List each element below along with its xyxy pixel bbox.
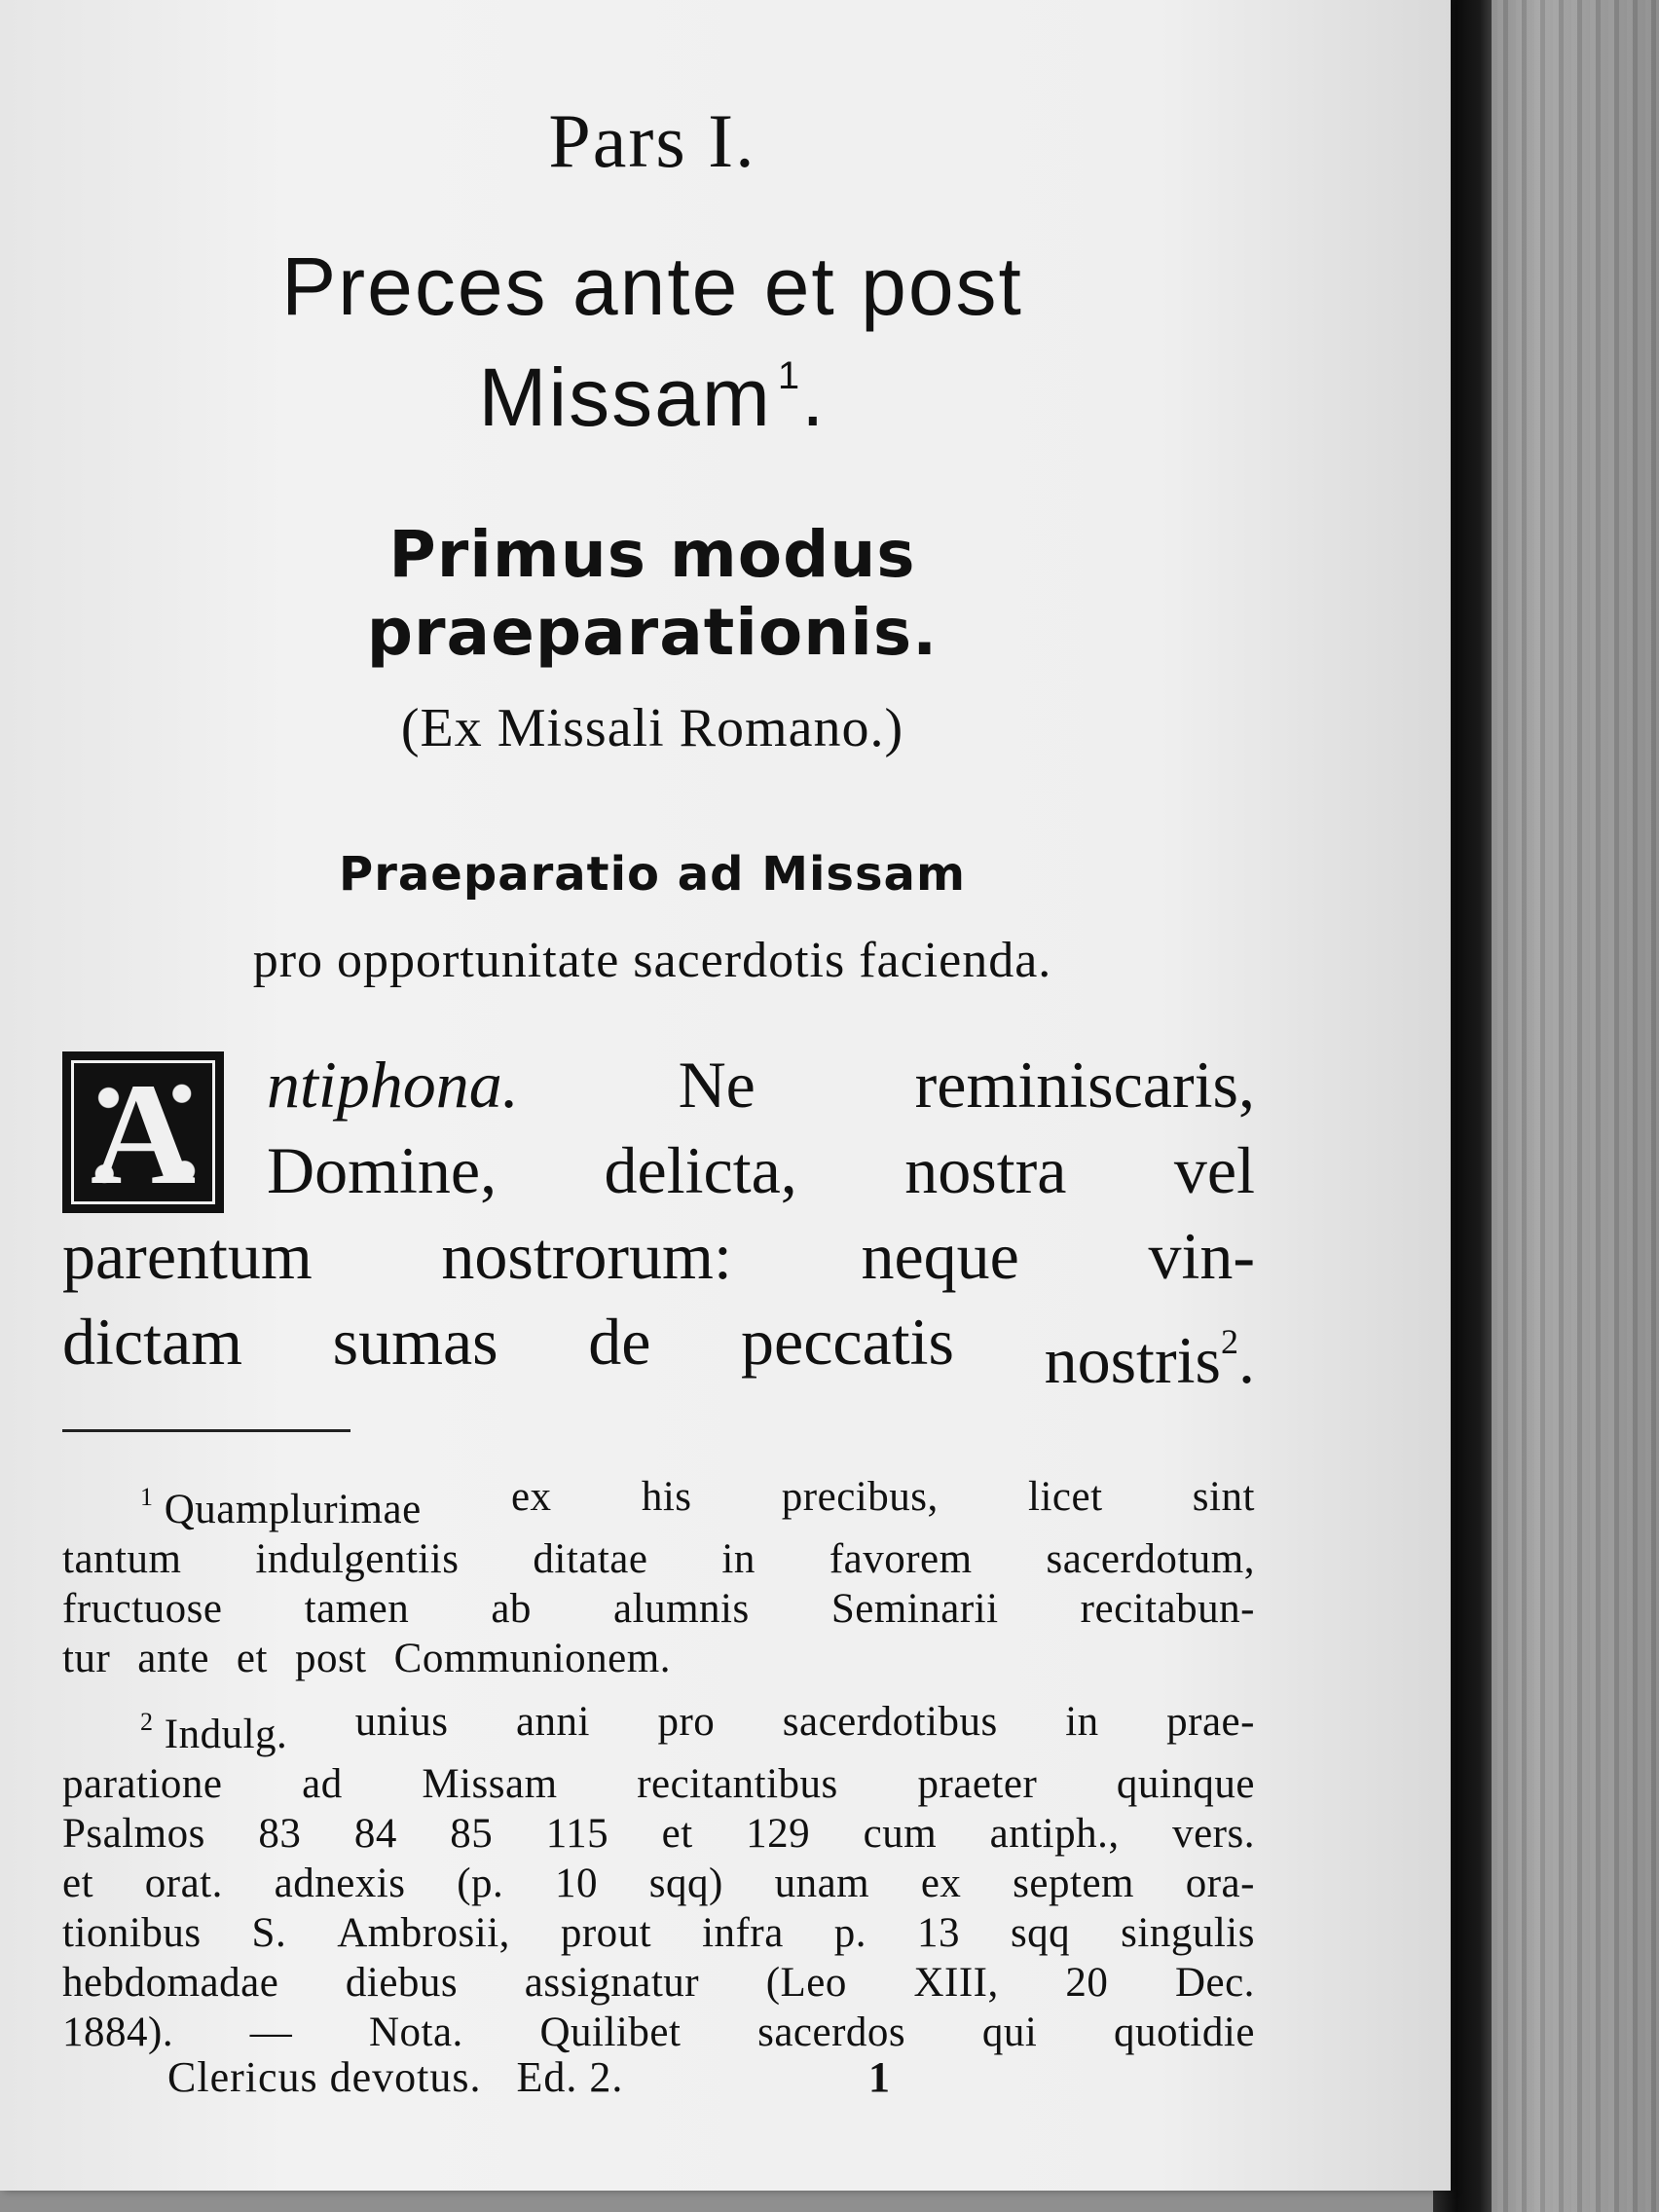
page-footer (167, 2052, 1044, 2102)
footnote-word (140, 1472, 422, 1534)
footnote-word: 10 (555, 1861, 599, 1906)
footnote-word: Communionem. (393, 1636, 671, 1681)
footnote-word: cum (863, 1811, 938, 1857)
footnote-word: sqq) (648, 1861, 723, 1906)
footnote-line (62, 1809, 1255, 1859)
footnote-word: prae- (1166, 1699, 1255, 1745)
footnote-word: unius (354, 1699, 449, 1745)
footnote-word: 115 (545, 1811, 609, 1857)
title-word-missam: Missam (478, 351, 772, 443)
footnote-word: Quamplurimae (164, 1487, 422, 1532)
footnote-word: 85 (450, 1811, 494, 1857)
subtitle (0, 516, 1305, 672)
footnote-word: qui (981, 2009, 1038, 2055)
title-footnote-ref: 1 (777, 354, 802, 397)
title-line-1: Preces ante et post (281, 240, 1023, 332)
footnote-word: 129 (746, 1811, 811, 1857)
antiphon-text (62, 1042, 1255, 1403)
footnote-word: adnexis (274, 1861, 406, 1906)
footnote-word: (p. (457, 1861, 504, 1906)
body-word-last (1045, 1299, 1255, 1403)
footnote-word: orat. (144, 1861, 223, 1906)
footnote-word: precibus, (781, 1474, 939, 1520)
footnote-word: — (249, 2009, 293, 2055)
footnote-line (62, 1634, 1255, 1683)
footnote-word: prout (560, 1910, 652, 1956)
body-word: Domine, (267, 1133, 498, 1207)
footnote-line (62, 1534, 1255, 1584)
footnote-word: pro (657, 1699, 716, 1745)
footnote-2-mark: 2 (140, 1708, 154, 1736)
body-period: . (1237, 1323, 1255, 1397)
body-word: sumas (332, 1305, 498, 1379)
footnote-word: p. (833, 1910, 866, 1956)
body-word: neque (861, 1219, 1019, 1293)
footnote-word: fructuose (62, 1586, 223, 1632)
footnote-word: et (661, 1811, 693, 1857)
footnote-word: (Leo (765, 1960, 847, 2006)
footnote-word: indulgentiis (255, 1536, 460, 1582)
footnote-word: et (236, 1636, 268, 1681)
footnote-line (62, 1759, 1255, 1809)
footnote-line (62, 1958, 1255, 2008)
footnote-word: 13 (916, 1910, 960, 1956)
footnote-word: et (62, 1861, 94, 1906)
footnote-word: sacerdotibus (782, 1699, 998, 1745)
footnote-1-mark: 1 (140, 1483, 154, 1511)
footnote-word: singulis (1121, 1910, 1255, 1956)
footnote-word: assignatur (524, 1960, 700, 2006)
footnote-word: recitantibus (637, 1761, 838, 1807)
page-title (0, 241, 1305, 442)
footnote-word: hebdomadae (62, 1960, 279, 2006)
footnote-line (62, 1908, 1255, 1958)
footnote-rule (62, 1429, 350, 1432)
footnote-line (62, 2008, 1255, 2057)
footnote-word (140, 1697, 287, 1759)
footnote-word: favorem (829, 1536, 973, 1582)
footnote-line (62, 1859, 1255, 1908)
footnote-word: licet (1028, 1474, 1103, 1520)
footnote-word: quinque (1116, 1761, 1255, 1807)
footnote-word: alumnis (613, 1586, 750, 1632)
body-footnote-ref: 2 (1220, 1322, 1238, 1361)
footnote-word: diebus (345, 1960, 459, 2006)
footnote-word: Quilibet (539, 2009, 682, 2055)
footnote-word: ora- (1185, 1861, 1255, 1906)
section-subtitle: pro opportunitate sacerdotis facienda. (252, 933, 1052, 988)
footnote-word: tantum (62, 1536, 182, 1582)
body-word: Ne (678, 1048, 756, 1122)
initial-letter: A (90, 1053, 197, 1215)
body-word: nostra (904, 1133, 1067, 1207)
body-word: reminiscaris, (914, 1048, 1255, 1122)
footnote-word: unam (774, 1861, 870, 1906)
footnote-line (62, 1472, 1255, 1534)
footnote-word: 20 (1065, 1960, 1109, 2006)
body-word: de (588, 1305, 651, 1379)
footnote-word: Psalmos (62, 1811, 205, 1857)
footnote-word: septem (1013, 1861, 1134, 1906)
footnote-word: S. (251, 1910, 287, 1956)
body-word: nostrorum: (441, 1219, 732, 1293)
body-word: nostris (1044, 1323, 1221, 1397)
footnote-word: vers. (1172, 1811, 1255, 1857)
footnote-word: ab (491, 1586, 532, 1632)
footnote-word: tionibus (62, 1910, 202, 1956)
subtitle-line-1: Primus modus (388, 517, 916, 592)
footnote-word: sqq (1010, 1910, 1071, 1956)
body-word: dictam (62, 1305, 243, 1379)
footnote-word: ex (920, 1861, 962, 1906)
footnote-word: ditatae (533, 1536, 648, 1582)
footnote-word: antiph., (989, 1811, 1120, 1857)
footnote-word: 83 (258, 1811, 302, 1857)
footnote-word: Nota. (368, 2009, 463, 2055)
footnote-word: praeter (917, 1761, 1038, 1807)
footnote-word: ex (510, 1474, 552, 1520)
page-number: 1 (868, 2053, 891, 2101)
body-word: delicta, (604, 1133, 797, 1207)
body-line (62, 1213, 1255, 1299)
footnote-word: 1884). (62, 2009, 174, 2055)
title-period: . (801, 351, 827, 443)
footnote-word: Missam (422, 1761, 558, 1807)
body-word: parentum (62, 1219, 313, 1293)
footnote-word: infra (702, 1910, 784, 1956)
footnote-word: in (1065, 1699, 1099, 1745)
footnote-word: tur (62, 1636, 111, 1681)
body-line (62, 1127, 1255, 1213)
footnote-word: quotidie (1113, 2009, 1255, 2055)
footnote-word: tamen (304, 1586, 410, 1632)
footnote-spacer (62, 1683, 1255, 1697)
footnote-word: ad (302, 1761, 343, 1807)
footnote-word: recitabun- (1080, 1586, 1255, 1632)
footnote-line (62, 1584, 1255, 1634)
body-line (62, 1042, 1255, 1127)
footnote-word: anni (515, 1699, 590, 1745)
footnote-word: post (294, 1636, 367, 1681)
footnote-word: paratione (62, 1761, 223, 1807)
title-line-2 (0, 331, 1305, 442)
footnote-word: sacerdotum, (1046, 1536, 1255, 1582)
footnote-word: Dec. (1174, 1960, 1255, 2006)
footnote-word: sacerdos (757, 2009, 906, 2055)
footnote-word: Indulg. (164, 1712, 288, 1757)
body-word: ntiphona. (267, 1048, 519, 1122)
footnote-word: Ambrosii, (337, 1910, 510, 1956)
section-title: Praeparatio ad Missam (339, 847, 966, 902)
part-heading: Pars I. (548, 98, 756, 183)
footnote-word: Seminarii (830, 1586, 999, 1632)
body-line (62, 1299, 1255, 1403)
footnote-line (62, 1697, 1255, 1759)
source-note: (Ex Missali Romano.) (400, 698, 904, 758)
footnote-word: his (641, 1474, 692, 1520)
body-word: peccatis (741, 1305, 954, 1379)
footnote-word: sint (1192, 1474, 1255, 1520)
footnotes (62, 1472, 1255, 2057)
signature-mark: Clericus devotus. Ed. 2. (167, 2053, 624, 2101)
footnote-word: ante (137, 1636, 209, 1681)
body-word: vel (1173, 1133, 1255, 1207)
footnote-word: in (721, 1536, 756, 1582)
footnote-word: XIII, (913, 1960, 999, 2006)
subtitle-line-2: praeparationis. (366, 595, 939, 670)
body-word: vin- (1148, 1219, 1255, 1293)
footnote-word: 84 (353, 1811, 397, 1857)
